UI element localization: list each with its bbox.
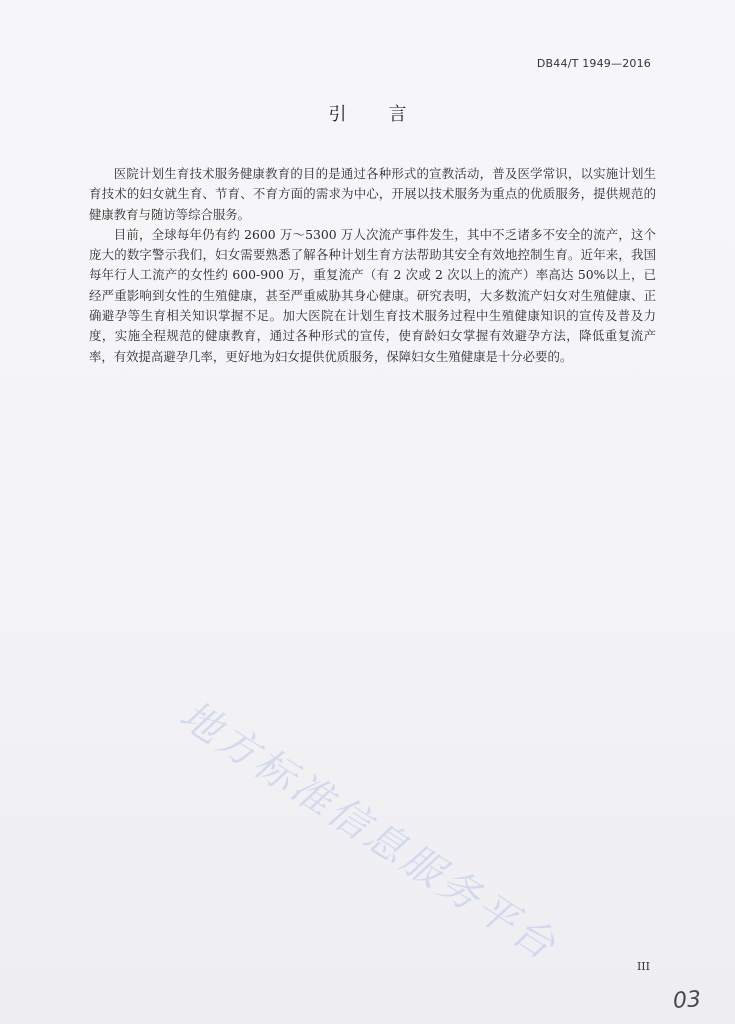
- body-text: [89, 164, 656, 367]
- handwritten-page-mark: 03: [672, 987, 702, 1014]
- watermark: 地方标准信息服务平台: [171, 692, 566, 971]
- paragraph-2: 目前，全球每年仍有约 2600 万～5300 万人次流产事件发生，其中不乏诸多不安全的流产，这个庞大的数字警示我们，妇女需要熟悉了解各种计划生育方法帮助其安全有效地控制生育。近年来，我国每年行人工流产的女性约 600-900 万，重复流产（有 2 次或 2 次以上的流产）率高达 50%以上，已经严重影响到女性的生殖健康，甚至严重威胁其身心健康。研究表明，大多数流产妇女对生殖健康、正确避孕等生育相关知识掌握不足。加大医院在计划生育技术服务过程中生殖健康知识的宣传及普及力度，实施全程规范的健康教育，通过各种形式的宣传，使育龄妇女掌握有效避孕方法，降低重复流产率，有效提高避孕几率，更好地为妇女提供优质服务，保障妇女生殖健康是十分必要的。: [89, 226, 656, 364]
- paragraph-1: 医院计划生育技术服务健康教育的目的是通过各种形式的宣教活动，普及医学常识，以实施计划生育技术的妇女就生育、节育、不育方面的需求为中心，开展以技术服务为重点的优质服务，提供规范的健康教育与随访等综合服务。: [89, 166, 656, 222]
- page-number: III: [636, 960, 650, 973]
- page-title: 引言: [328, 104, 449, 125]
- standard-code: DB44/T 1949—2016: [536, 57, 651, 70]
